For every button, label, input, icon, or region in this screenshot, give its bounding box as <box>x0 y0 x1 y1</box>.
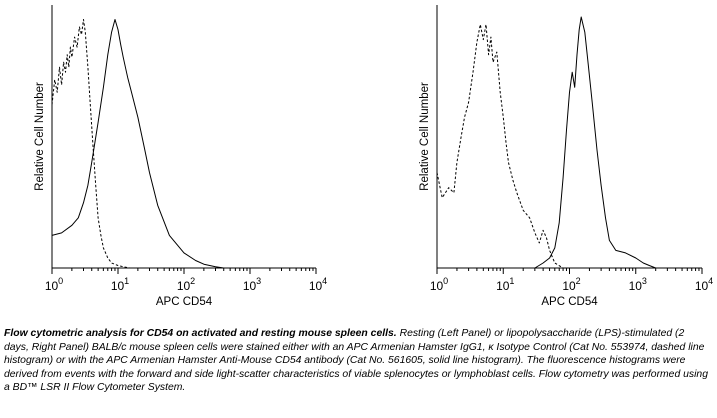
x-tick-label: $10^0$ <box>44 276 64 293</box>
x-axis-label: APC CD54 <box>155 296 213 308</box>
x-tick-label: $10^2$ <box>176 276 196 293</box>
cd54-antibody-histogram <box>52 20 224 269</box>
chart-panel-left <box>34 5 327 308</box>
cd54-antibody-histogram <box>535 17 656 268</box>
figure-caption <box>4 327 709 395</box>
x-tick-label: $10^0$ <box>429 276 449 293</box>
isotype-control-histogram <box>437 25 563 269</box>
x-tick-label: $10^4$ <box>694 276 714 293</box>
x-tick-label: $10^1$ <box>110 276 130 293</box>
chart-panel-right <box>419 5 713 308</box>
isotype-control-histogram <box>52 20 130 269</box>
x-tick-label: $10^1$ <box>496 276 515 293</box>
caption-body: Resting (Left Panel) or lipopolysaccharide (LPS)-stimulated (2 days, Right Panel) BALB/c mouse spleen cells were stained either with an APC Armenian Hamster IgG1, κ Isotype Control (Cat No. 553974, dashed line histogram) or with the APC Armenian Hamster Anti-Mouse CD54 antibody (Cat No. 561605, solid line histogram). The fluorescence histograms were derived from events with the forward and side light-scatter characteristics of viable splenocytes or lymphoblast cells. Flow cytometry was performed using a BD™ LSR II Flow Cytometer System. <box>4 328 708 394</box>
x-axis-label: APC CD54 <box>541 296 598 308</box>
caption-title: Flow cytometric analysis for CD54 on activated and resting mouse spleen cells. <box>4 328 397 339</box>
x-tick-label: $10^2$ <box>562 276 581 293</box>
y-axis-label: Relative Cell Number <box>34 82 46 191</box>
x-tick-label: $10^4$ <box>308 276 328 293</box>
y-axis-label: Relative Cell Number <box>419 82 431 191</box>
x-tick-label: $10^3$ <box>242 276 262 293</box>
x-tick-label: $10^3$ <box>628 276 647 293</box>
